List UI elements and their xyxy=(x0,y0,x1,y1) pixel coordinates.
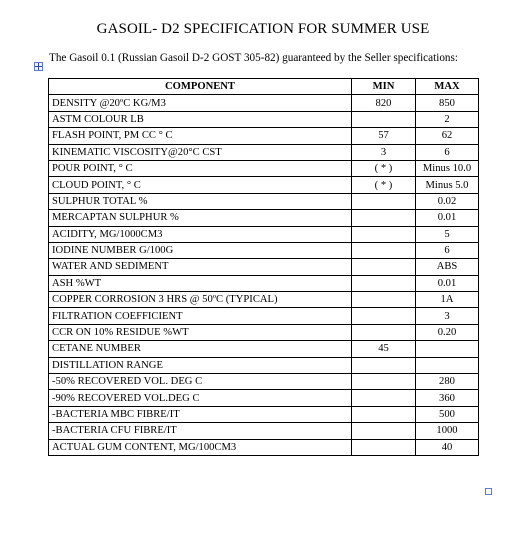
table-row xyxy=(49,128,479,144)
table-row xyxy=(49,242,479,258)
cell-component: DISTILLATION RANGE xyxy=(49,357,352,373)
cell-min: ( * ) xyxy=(352,177,416,193)
cell-max: 3 xyxy=(416,308,479,324)
cell-component: CLOUD POINT, ° C xyxy=(49,177,352,193)
cell-max: 0.01 xyxy=(416,210,479,226)
cell-component: SULPHUR TOTAL % xyxy=(49,193,352,209)
cell-min xyxy=(352,374,416,390)
cell-component: WATER AND SEDIMENT xyxy=(49,259,352,275)
cell-component: -50% RECOVERED VOL. DEG C xyxy=(49,374,352,390)
cell-min xyxy=(352,193,416,209)
cell-min xyxy=(352,324,416,340)
cell-component: ACIDITY, MG/1000CM3 xyxy=(49,226,352,242)
cell-min xyxy=(352,308,416,324)
cell-max: 0.01 xyxy=(416,275,479,291)
table-row xyxy=(49,324,479,340)
table-row xyxy=(49,160,479,176)
table-row xyxy=(49,226,479,242)
cell-max: ABS xyxy=(416,259,479,275)
cell-max: 850 xyxy=(416,95,479,111)
cell-min xyxy=(352,242,416,258)
cell-max xyxy=(416,341,479,357)
cell-min: 3 xyxy=(352,144,416,160)
table-resize-handle[interactable] xyxy=(485,488,492,495)
cell-component: POUR POINT, ° C xyxy=(49,160,352,176)
cell-max: 500 xyxy=(416,406,479,422)
cell-component: CETANE NUMBER xyxy=(49,341,352,357)
table-row xyxy=(49,439,479,455)
cell-max: 360 xyxy=(416,390,479,406)
cell-component: ASH %WT xyxy=(49,275,352,291)
table-row xyxy=(49,95,479,111)
document-subtitle: The Gasoil 0.1 (Russian Gasoil D-2 GOST 305-82) guaranteed by the Seller specifications: xyxy=(49,52,458,64)
cell-max: Minus 5.0 xyxy=(416,177,479,193)
table-row xyxy=(49,111,479,127)
cell-min xyxy=(352,275,416,291)
cell-max: 0.20 xyxy=(416,324,479,340)
cell-min: 45 xyxy=(352,341,416,357)
table-row xyxy=(49,423,479,439)
cell-min: 57 xyxy=(352,128,416,144)
cell-max: Minus 10.0 xyxy=(416,160,479,176)
cell-max: 2 xyxy=(416,111,479,127)
table-row xyxy=(49,210,479,226)
cell-component: -90% RECOVERED VOL.DEG C xyxy=(49,390,352,406)
table-row xyxy=(49,292,479,308)
cell-component: -BACTERIA MBC FIBRE/IT xyxy=(49,406,352,422)
cell-max: 40 xyxy=(416,439,479,455)
table-row xyxy=(49,374,479,390)
cell-min: 820 xyxy=(352,95,416,111)
document-title: GASOIL- D2 SPECIFICATION FOR SUMMER USE xyxy=(96,21,430,37)
cell-min xyxy=(352,357,416,373)
cell-min xyxy=(352,111,416,127)
cell-min xyxy=(352,423,416,439)
table-row xyxy=(49,390,479,406)
table-row xyxy=(49,357,479,373)
specification-table xyxy=(48,78,479,456)
table-header-row xyxy=(49,79,479,95)
cell-component: FILTRATION COEFFICIENT xyxy=(49,308,352,324)
cell-max: 6 xyxy=(416,242,479,258)
header-min: MIN xyxy=(352,79,416,95)
cell-max: 1000 xyxy=(416,423,479,439)
cell-component: CCR ON 10% RESIDUE %WT xyxy=(49,324,352,340)
table-row xyxy=(49,177,479,193)
cell-component: -BACTERIA CFU FIBRE/IT xyxy=(49,423,352,439)
table-row xyxy=(49,193,479,209)
table-row xyxy=(49,275,479,291)
cell-component: COPPER CORROSION 3 HRS @ 50ºC (TYPICAL) xyxy=(49,292,352,308)
cell-min xyxy=(352,210,416,226)
cell-max: 280 xyxy=(416,374,479,390)
cell-min xyxy=(352,259,416,275)
cell-max: 5 xyxy=(416,226,479,242)
header-max: MAX xyxy=(416,79,479,95)
cell-max: 0.02 xyxy=(416,193,479,209)
move-icon xyxy=(35,63,42,70)
cell-min: ( * ) xyxy=(352,160,416,176)
table-row xyxy=(49,341,479,357)
table-row xyxy=(49,406,479,422)
table-move-handle[interactable] xyxy=(34,62,43,71)
cell-max: 6 xyxy=(416,144,479,160)
table-row xyxy=(49,144,479,160)
table-row xyxy=(49,259,479,275)
cell-component: KINEMATIC VISCOSITY@20°C CST xyxy=(49,144,352,160)
cell-component: MERCAPTAN SULPHUR % xyxy=(49,210,352,226)
cell-min xyxy=(352,439,416,455)
cell-min xyxy=(352,292,416,308)
cell-component: IODINE NUMBER G/100G xyxy=(49,242,352,258)
cell-min xyxy=(352,226,416,242)
cell-min xyxy=(352,406,416,422)
cell-max: 62 xyxy=(416,128,479,144)
cell-max: 1A xyxy=(416,292,479,308)
cell-component: FLASH POINT, PM CC ° C xyxy=(49,128,352,144)
cell-max xyxy=(416,357,479,373)
cell-component: DENSITY @20ºC KG/M3 xyxy=(49,95,352,111)
header-component: COMPONENT xyxy=(49,79,352,95)
cell-component: ACTUAL GUM CONTENT, MG/100CM3 xyxy=(49,439,352,455)
cell-component: ASTM COLOUR LB xyxy=(49,111,352,127)
cell-min xyxy=(352,390,416,406)
table-row xyxy=(49,308,479,324)
